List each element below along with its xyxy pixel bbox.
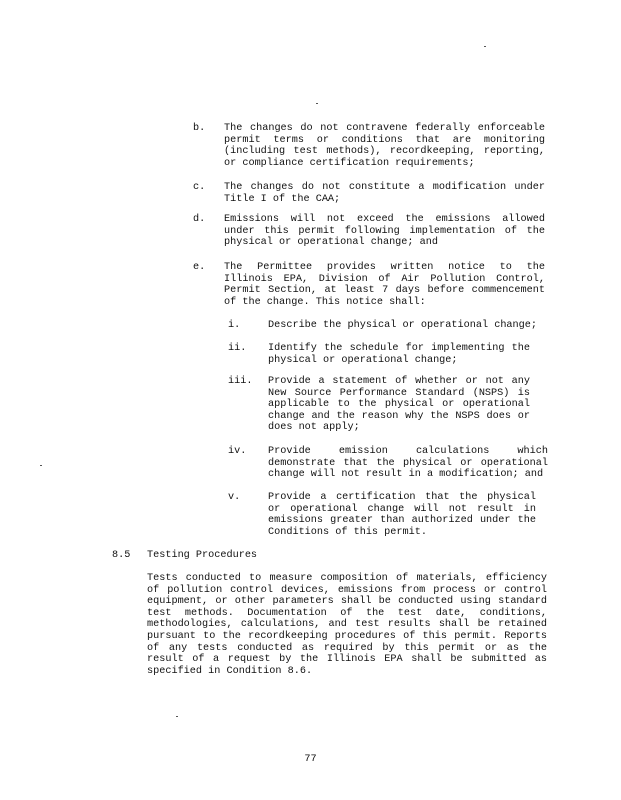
item-d-text: Emissions will not exceed the emissions allowed under this permit following implementation of the physical or operational change; and (224, 214, 545, 249)
subitem-iv-text: Provide emission calculations which demonstrate that the physical or operational change will not result in a modification; and (268, 446, 548, 481)
page-number: 77 (304, 754, 317, 765)
item-label-c: c. (193, 182, 206, 193)
section-title: Testing Procedures (147, 550, 258, 561)
subitem-label-iv: iv. (228, 446, 247, 457)
subitem-ii-text: Identify the schedule for implementing the physical or operational change; (268, 343, 530, 366)
scan-speck (40, 465, 42, 466)
item-e-text: The Permittee provides written notice to the Illinois EPA, Division of Air Pollution Control, Permit Section, at least 7 days before commencement of the change. This notice shall: (224, 262, 545, 308)
subitem-label-iii: iii. (228, 376, 253, 387)
item-label-e: e. (193, 262, 206, 273)
item-label-b: b. (193, 123, 206, 134)
item-b-text: The changes do not contravene federally enforceable permit terms or conditions that are monitoring (including test methods), recordkeeping, reporting, or compliance certification requirements; (224, 123, 545, 169)
scan-speck (316, 103, 318, 104)
item-c-text: The changes do not constitute a modification under Title I of the CAA; (224, 182, 545, 205)
subitem-v-text: Provide a certification that the physical or operational change will not result in emissions greater than authorized under the Conditions of this permit. (268, 492, 536, 538)
subitem-iii-text: Provide a statement of whether or not any New Source Performance Standard (NSPS) is applicable to the physical or operational change and the reason why the NSPS does or does not apply; (268, 376, 530, 434)
scan-speck (484, 46, 486, 47)
subitem-i-text: Describe the physical or operational change; (268, 320, 537, 331)
subitem-label-v: v. (228, 492, 241, 503)
scan-speck (176, 716, 178, 717)
section-body: Tests conducted to measure composition of materials, efficiency of pollution control devices, emissions from process or control equipment, or other parameters shall be conducted using standard test methods. Documentation of the test date, conditions, methodologies, calculations, and test results shall be retained pursuant to the recordkeeping procedures of this permit. Reports of any tests conducted as required by this permit or as the result of a request by the Illinois EPA shall be submitted as specified in Condition 8.6. (147, 573, 547, 677)
section-number: 8.5 (112, 550, 131, 561)
subitem-label-ii: ii. (228, 343, 247, 354)
item-label-d: d. (193, 214, 206, 225)
subitem-label-i: i. (228, 320, 241, 331)
